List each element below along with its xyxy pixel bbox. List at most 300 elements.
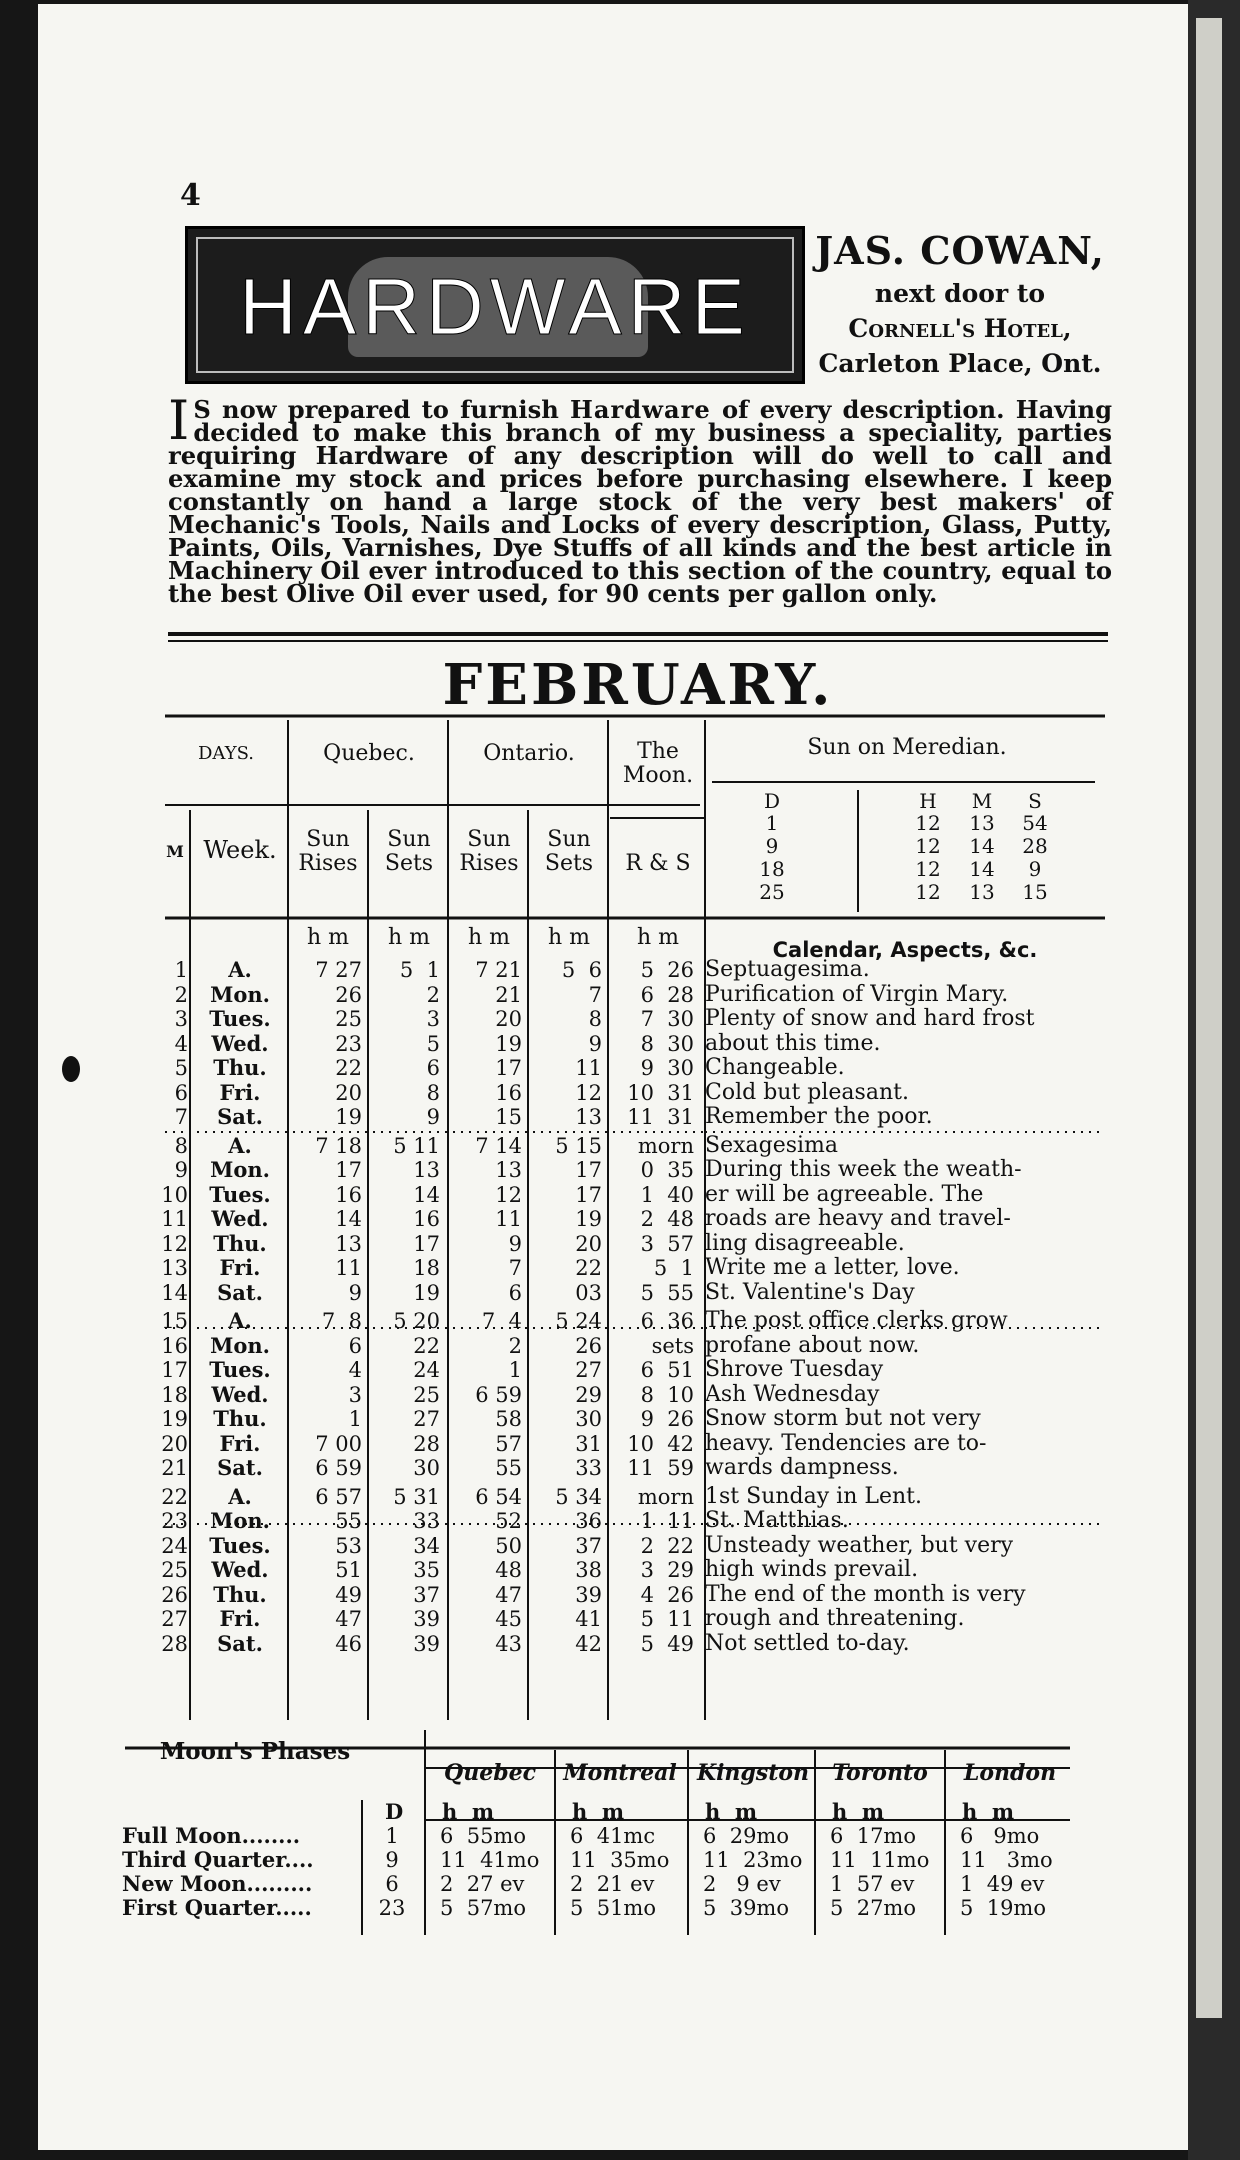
calendar-note: rough and threatening. [705,1606,965,1631]
moon-rise-set: 2 48 [640,1207,694,1231]
quebec-sunset: 5 [426,1031,440,1056]
quebec-sunset: 34 [413,1533,440,1558]
moon-rise-set: morn [637,1133,694,1158]
phase-time: 6 17mo [830,1824,916,1848]
quebec-sunset: 13 [413,1158,440,1182]
ontario-sunset: 42 [575,1631,602,1656]
calendar-note: Ash Wednesday [705,1381,880,1407]
phase-d-label: D [385,1799,404,1824]
quebec-sunrise: 6 59 [315,1456,362,1480]
calendar-note: Septuagesima. [705,957,870,982]
moon-rise-set: 8 10 [640,1382,694,1407]
phase-city-header: Quebec [444,1760,536,1786]
quebec-sunset: 8 [426,1080,440,1105]
quebec-sunrise: 11 [335,1256,362,1280]
moon-rise-set: 5 49 [640,1631,694,1656]
day-of-week: Fri. [219,1430,261,1456]
ontario-sunset: 7 [588,982,602,1007]
quebec-sunset: 16 [413,1207,440,1231]
ontario-sunset: 13 [575,1105,602,1129]
calendar-note: Shrove Tuesday [705,1357,884,1382]
meridian-cell: 15 [1022,880,1048,904]
day-of-month: 9 [174,1158,188,1182]
quebec-sunset: 37 [413,1582,440,1607]
ontario-sunset: 5 24 [555,1309,602,1333]
phase-time: 11 11mo [830,1848,930,1872]
ontario-sunrise: 48 [495,1558,522,1582]
day-of-month: 2 [174,982,188,1007]
phase-hm-label: h m [705,1799,758,1824]
drop-cap: I [168,389,190,452]
ontario-sunset: 5 15 [555,1133,602,1158]
ontario-sunrise: 7 4 [481,1309,522,1333]
advertiser-name: JAS. COWAN, [815,228,1105,273]
phase-time: 5 57mo [440,1896,526,1920]
quebec-sunset: 5 31 [393,1484,440,1509]
quebec-sunrise: 13 [335,1231,362,1256]
meridian-cell: 12 [915,834,941,858]
ontario-sunrise: 50 [495,1533,522,1558]
ontario-sunrise: 20 [495,1007,522,1031]
phase-time: 5 39mo [703,1896,789,1920]
page-number: 4 [180,178,201,213]
day-of-week: Tues. [209,1357,271,1382]
quebec-sunrise: 7 27 [315,958,362,982]
phase-day: 1 [385,1824,399,1848]
quebec-sunrise: 9 [348,1280,362,1305]
quebec-sunrise: 7 18 [315,1133,362,1158]
phase-time: 2 21 ev [570,1872,655,1896]
phase-city-header: Toronto [832,1760,928,1786]
calendar-note: Changeable. [705,1055,845,1080]
day-of-week: Mon. [210,1157,270,1182]
ontario-sunrise: 57 [495,1431,522,1456]
day-of-week: Sat. [217,1630,263,1656]
day-of-week: Sat. [217,1279,263,1305]
day-of-month: 27 [161,1607,188,1631]
quebec-sunset: 14 [413,1182,440,1207]
ontario-sunrise: 11 [495,1207,522,1231]
hm-label: h m [636,925,680,950]
header-m: M [166,842,184,861]
phase-time: 6 9mo [960,1824,1040,1848]
day-of-month: 13 [161,1256,188,1280]
quebec-sunrise: 7 00 [315,1431,362,1456]
moon-rise-set: 10 42 [627,1431,694,1456]
moon-rise-set: 5 26 [640,958,694,982]
moon-rise-set: 6 36 [640,1309,694,1333]
ontario-sunrise: 16 [495,1080,522,1105]
meridian-cell: 12 [915,811,941,835]
day-of-month: 7 [174,1105,188,1129]
moon-rise-set: 10 31 [627,1080,694,1105]
phase-time: 5 27mo [830,1896,916,1920]
quebec-sunrise: 14 [335,1207,362,1231]
ontario-sunset: 12 [575,1080,602,1105]
day-of-month: 10 [161,1182,188,1207]
moon-rise-set: 9 26 [640,1407,694,1431]
phase-day: 6 [385,1872,399,1896]
day-of-week: Wed. [211,1030,269,1056]
phase-time: 5 51mo [570,1896,656,1920]
header-ontario: Ontario. [483,741,575,766]
phase-hm-label: h m [442,1799,495,1824]
moon-rise-set: 8 30 [640,1031,694,1056]
quebec-sunrise: 23 [335,1031,362,1056]
quebec-sunrise: 19 [335,1105,362,1129]
calendar-note: roads are heavy and travel- [705,1206,1011,1231]
phase-time: 5 19mo [960,1896,1046,1920]
calendar-note: Write me a letter, love. [705,1255,960,1280]
day-of-week: Thu. [213,1055,267,1080]
calendar-note: During this week the weath- [705,1157,1022,1182]
quebec-sunset: 17 [413,1231,440,1256]
quebec-sunrise: 16 [335,1182,362,1207]
day-of-month: 1 [174,958,188,982]
ontario-sunrise: 15 [495,1105,522,1129]
quebec-sunset: 39 [413,1631,440,1656]
quebec-sunset: 25 [413,1382,440,1407]
quebec-sunrise: 53 [335,1533,362,1558]
day-of-week: Wed. [211,1557,269,1582]
phase-time: 1 49 ev [960,1872,1045,1896]
day-of-month: 17 [161,1358,188,1382]
ontario-sunrise: 45 [495,1607,522,1631]
moon-rise-set: 3 29 [640,1558,694,1582]
quebec-sunrise: 47 [335,1607,362,1631]
phase-name: Full Moon........ [122,1823,301,1848]
advertiser-line1: next door to [874,279,1046,308]
meridian-cell: 14 [969,857,995,881]
ontario-sunset: 39 [575,1582,602,1607]
calendar-note: St. Valentine's Day [705,1279,915,1305]
day-of-month: 18 [161,1382,188,1407]
quebec-sunrise: 51 [335,1558,362,1582]
ontario-sunset: 31 [575,1431,602,1456]
hm-label: h m [387,925,431,950]
ontario-sunset: 38 [575,1558,602,1582]
calendar-note: heavy. Tendencies are to- [705,1430,987,1456]
moon-rise-set: 6 51 [640,1358,694,1382]
quebec-sunrise: 46 [335,1631,362,1656]
quebec-sunset: 5 1 [399,958,440,982]
advertisement-text: I S now prepared to furnish Hardware of every description. Having decided to make this branch of my business a speciality, parties requiring Hardware of any description will do well to call and examine my stock and prices before purchasing elsewhere. I keep constantly on hand a large stock of the very best makers' of Mechanic's Tools, Nails and Locks of every description, Glass, Putty, Paints, Oils, Varnishes, Dye Stuffs of all kinds and the best article in Machinery Oil ever introduced to this section of the country, equal to the best Olive Oil ever used, for 90 cents per gallon only. [168,389,1112,608]
meridian-col-header: M [971,789,993,813]
header-sun-meridian: Sun on Meredian. [807,735,1007,760]
ontario-sunset: 5 6 [561,958,602,982]
meridian-col-header: S [1028,789,1042,813]
day-of-month: 22 [161,1484,188,1509]
day-of-month: 8 [174,1133,188,1158]
header-quebec: Quebec. [323,741,415,766]
day-of-month: 15 [161,1309,188,1333]
ontario-sunset: 37 [575,1533,602,1558]
ontario-sunrise: 52 [495,1509,522,1533]
ontario-sunset: 41 [575,1607,602,1631]
quebec-sunset: 9 [426,1105,440,1129]
day-of-week: Thu. [213,1230,267,1256]
day-of-week: Thu. [213,1406,267,1431]
phase-time: 11 3mo [960,1848,1053,1872]
quebec-sunset: 24 [413,1358,440,1382]
ontario-sunrise: 1 [508,1358,522,1382]
quebec-sunset: 39 [413,1607,440,1631]
phase-time: 1 57 ev [830,1872,915,1896]
moon-rise-set: 6 28 [640,982,694,1007]
meridian-cell: 54 [1022,811,1048,835]
quebec-sunrise: 17 [335,1158,362,1182]
ontario-sunset: 30 [575,1407,602,1431]
quebec-sunrise: 55 [335,1509,362,1533]
day-of-week: Fri. [219,1606,261,1631]
day-of-week: A. [228,1132,252,1158]
ontario-sunset: 11 [575,1056,602,1080]
meridian-col-header: H [919,789,937,813]
meridian-cell: 14 [969,834,995,858]
quebec-sunrise: 20 [335,1080,362,1105]
ontario-sunrise: 17 [495,1056,522,1080]
ontario-sunrise: 6 [508,1280,522,1305]
quebec-sunrise: 25 [335,1007,362,1031]
hm-label: h m [306,925,350,950]
ontario-sunset: 8 [588,1007,602,1031]
day-of-week: Wed. [211,1381,269,1407]
day-of-month: 20 [161,1431,188,1456]
calendar-note: er will be agreeable. The [705,1181,984,1207]
ontario-sunset: 5 34 [555,1484,602,1509]
moon-rise-set: 4 26 [640,1582,694,1607]
day-of-week: Thu. [213,1581,267,1607]
meridian-cell: 13 [969,811,995,835]
ontario-sunset: 20 [575,1231,602,1256]
quebec-sunset: 35 [413,1558,440,1582]
day-of-week: A. [228,1483,252,1509]
phase-city-header: Montreal [563,1760,677,1786]
phase-time: 2 9 ev [703,1872,781,1896]
calendar-note: 1st Sunday in Lent. [705,1483,922,1509]
ontario-sunset: 36 [575,1509,602,1533]
ontario-sunrise: 7 14 [475,1133,522,1158]
quebec-sunset: 27 [413,1407,440,1431]
calendar-note: Cold but pleasant. [705,1079,909,1105]
phase-hm-label: h m [572,1799,625,1824]
day-of-week: A. [228,957,252,982]
calendar-note: The end of the month is very [705,1581,1026,1607]
ontario-sunset: 19 [575,1207,602,1231]
ontario-sunrise: 47 [495,1582,522,1607]
ontario-sunrise: 2 [508,1333,522,1358]
calendar-note: Snow storm but not very [705,1406,981,1431]
phase-name: New Moon......... [122,1871,313,1896]
ontario-sunset: 9 [588,1031,602,1056]
hm-label: h m [547,925,591,950]
phases-title: Moon's Phases [159,1738,351,1765]
calendar-note: profane about now. [705,1332,920,1358]
calendar-note: Purification of Virgin Mary. [705,981,1009,1007]
ontario-sunrise: 7 [508,1256,522,1280]
day-of-week: Sat. [217,1455,263,1480]
day-of-month: 25 [161,1558,188,1582]
phase-name: Third Quarter.... [122,1847,314,1872]
header-quebec-sets: Sun Sets [384,827,434,876]
header-ontario-rises: Sun Rises [459,827,519,876]
ontario-sunrise: 6 59 [475,1382,522,1407]
header-week: Week. [203,836,277,864]
moon-rise-set: 7 30 [640,1007,694,1031]
quebec-sunset: 3 [426,1007,440,1031]
quebec-sunrise: 4 [348,1358,362,1382]
moon-rise-set: 3 57 [640,1231,694,1256]
day-of-week: Tues. [209,1006,271,1031]
day-of-month: 6 [174,1080,188,1105]
phase-hm-label: h m [832,1799,885,1824]
meridian-cell: 28 [1022,834,1048,858]
quebec-sunrise: 1 [348,1407,362,1431]
header-calendar: Calendar, Aspects, &c. [772,938,1038,962]
phase-city-header: Kingston [696,1760,810,1786]
quebec-sunset: 30 [413,1456,440,1480]
advertiser-line2: Cornell's Hotel, [848,314,1072,343]
ontario-sunrise: 21 [495,982,522,1007]
moon-rise-set: 11 31 [627,1105,694,1129]
day-of-week: Fri. [219,1255,261,1280]
day-of-week: Mon. [210,1508,270,1533]
ontario-sunrise: 12 [495,1182,522,1207]
quebec-sunset: 19 [413,1280,440,1305]
phase-time: 2 27 ev [440,1872,525,1896]
day-of-month: 24 [161,1533,188,1558]
phase-city-header: London [963,1760,1057,1786]
moon-rise-set: 5 11 [640,1607,694,1631]
phase-time: 11 41mo [440,1848,540,1872]
day-of-week: Mon. [210,1332,270,1358]
moon-rise-set: 5 1 [653,1256,694,1280]
calendar-note: about this time. [705,1030,881,1056]
ontario-sunrise: 6 54 [475,1484,522,1509]
ontario-sunset: 03 [575,1280,602,1305]
calendar-note: The post office clerks grow [705,1308,1008,1333]
quebec-sunrise: 49 [335,1582,362,1607]
phase-time: 6 55mo [440,1824,526,1848]
meridian-cell: 12 [915,857,941,881]
phase-name: First Quarter..... [122,1895,312,1920]
day-of-month: 4 [174,1031,188,1056]
quebec-sunrise: 7 8 [321,1309,362,1333]
ontario-sunset: 33 [575,1456,602,1480]
moon-rise-set: 9 30 [640,1056,694,1080]
day-of-week: Tues. [209,1181,271,1207]
quebec-sunrise: 6 [348,1333,362,1358]
ontario-sunset: 22 [575,1256,602,1280]
ontario-sunset: 29 [575,1382,602,1407]
calendar-note: Unsteady weather, but very [705,1532,1014,1558]
day-of-month: 26 [161,1582,188,1607]
meridian-cell: 1 [765,811,779,835]
meridian-cell: 25 [759,880,785,904]
phase-day: 23 [378,1896,406,1920]
quebec-sunrise: 22 [335,1056,362,1080]
calendar-note: Plenty of snow and hard frost [705,1006,1035,1031]
moon-rise-set: 1 11 [640,1509,694,1533]
quebec-sunset: 28 [413,1431,440,1456]
day-of-month: 21 [161,1456,188,1480]
day-of-week: Wed. [211,1206,269,1231]
ontario-sunset: 26 [575,1333,602,1358]
moon-rise-set: morn [637,1484,694,1509]
moon-rise-set: sets [651,1333,694,1358]
quebec-sunrise: 3 [348,1382,362,1407]
quebec-sunset: 2 [426,982,440,1007]
ontario-sunrise: 7 21 [475,958,522,982]
day-of-week: Sat. [217,1104,263,1129]
phase-hm-label: h m [962,1799,1015,1824]
ontario-sunset: 17 [575,1182,602,1207]
meridian-cell: 9 [1028,857,1042,881]
phase-time: 6 41mc [570,1824,656,1848]
hm-label: h m [467,925,511,950]
day-of-month: 19 [161,1407,188,1431]
calendar-note: ling disagreeable. [705,1230,905,1256]
calendar-note: Not settled to-day. [705,1630,910,1656]
quebec-sunset: 18 [413,1256,440,1280]
ontario-sunrise: 43 [495,1631,522,1656]
month-title: FEBRUARY. [442,652,834,718]
moon-rise-set: 11 59 [627,1456,694,1480]
day-of-month: 16 [161,1333,188,1358]
quebec-sunset: 5 20 [393,1309,440,1333]
day-of-month: 23 [161,1509,188,1533]
ontario-sunrise: 9 [508,1231,522,1256]
header-moon: The Moon. [622,739,694,788]
logo-word: HARDWARE [239,262,751,351]
quebec-sunrise: 6 57 [315,1484,362,1509]
ontario-sunrise: 19 [495,1031,522,1056]
quebec-sunset: 33 [413,1509,440,1533]
moon-rise-set: 1 40 [640,1182,694,1207]
advertiser-line3: Carleton Place, Ont. [818,349,1102,378]
phase-time: 6 29mo [703,1824,789,1848]
calendar-note: St. Matthias. [705,1508,849,1533]
day-of-week: Tues. [209,1532,271,1558]
quebec-sunrise: 26 [335,982,362,1007]
calendar-note: high winds prevail. [705,1557,919,1582]
day-of-week: Mon. [210,981,270,1007]
day-of-month: 5 [174,1056,188,1080]
header-days: DAYS. [198,743,254,764]
meridian-cell: 9 [765,834,779,858]
ontario-sunrise: 13 [495,1158,522,1182]
phase-time: 11 23mo [703,1848,803,1872]
header-rs: R & S [625,851,691,876]
header-ontario-sets: Sun Sets [544,827,594,876]
ontario-sunrise: 58 [495,1407,522,1431]
day-of-month: 14 [161,1280,188,1305]
ontario-sunrise: 55 [495,1456,522,1480]
meridian-col-header: D [763,789,781,813]
meridian-cell: 13 [969,880,995,904]
phase-time: 11 35mo [570,1848,670,1872]
quebec-sunset: 6 [426,1056,440,1080]
moon-rise-set: 0 35 [640,1158,694,1182]
calendar-note: Sexagesima [705,1132,839,1158]
day-of-month: 12 [161,1231,188,1256]
moon-rise-set: 2 22 [640,1533,694,1558]
day-of-month: 28 [161,1631,188,1656]
quebec-sunset: 22 [413,1333,440,1358]
phase-day: 9 [385,1848,399,1872]
ontario-sunset: 27 [575,1358,602,1382]
meridian-cell: 12 [915,880,941,904]
